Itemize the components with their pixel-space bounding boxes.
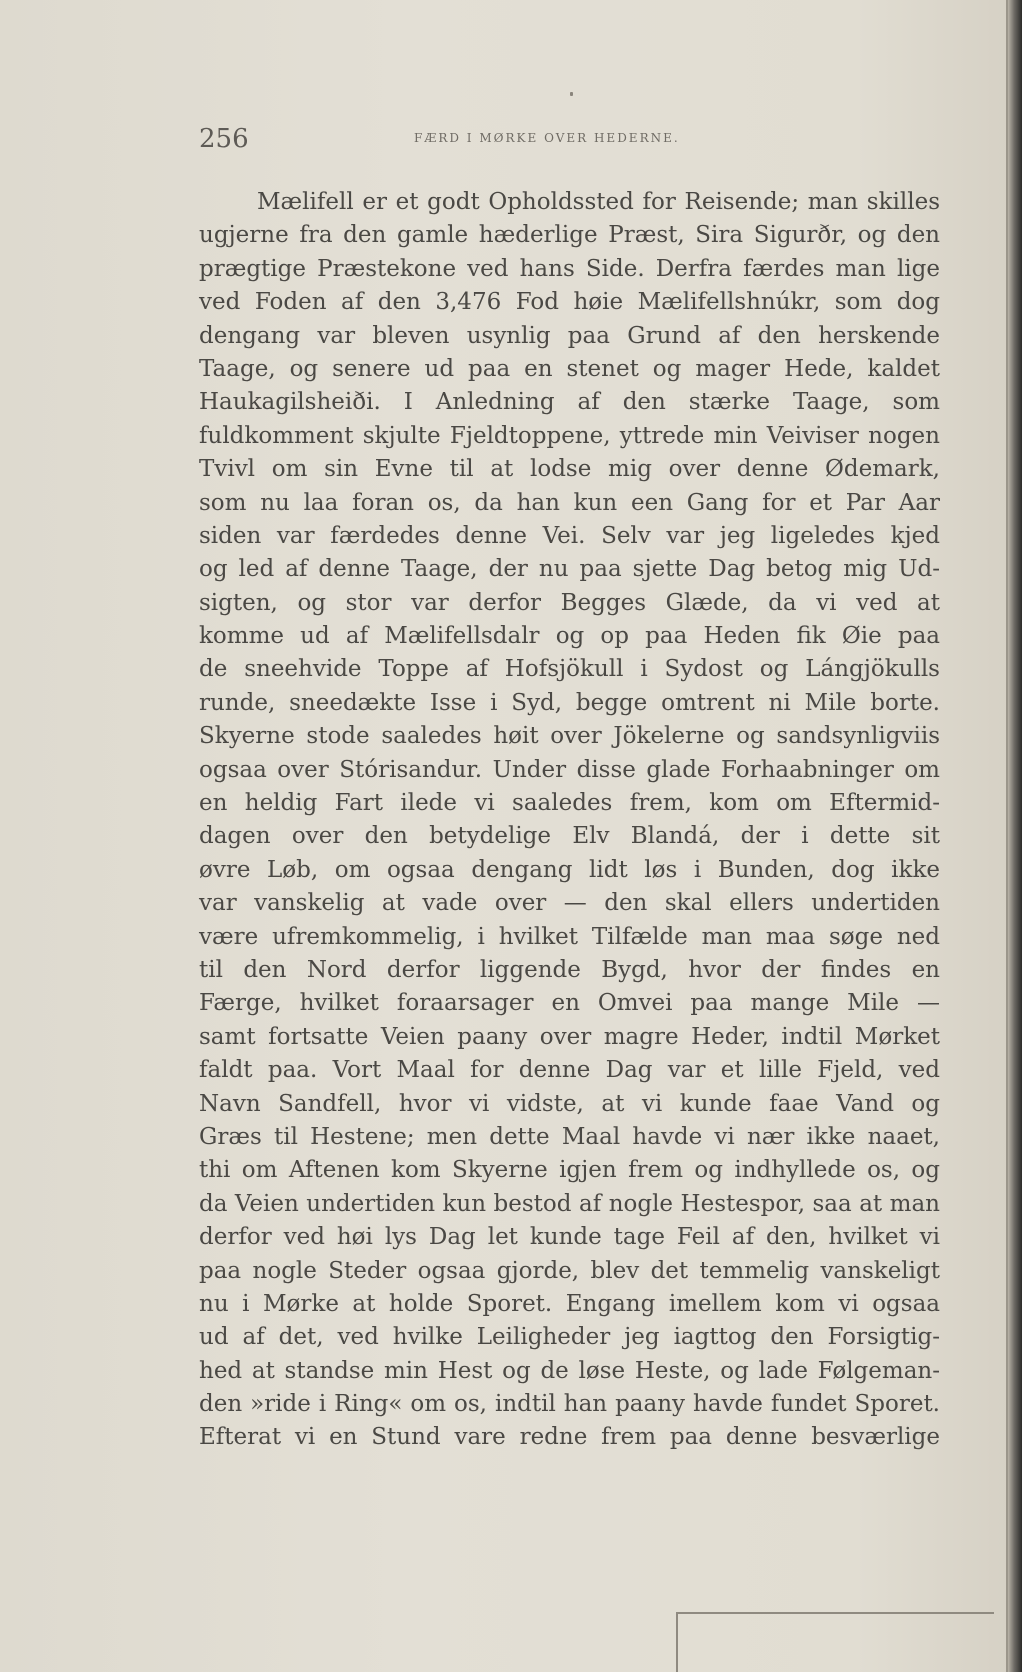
text-line: siden var færdedes denne Vei. Selv var jeg ligeledes kjed <box>199 522 940 549</box>
text-line: Taage, og senere ud paa en stenet og mager Hede, kaldet <box>199 355 940 382</box>
text-line: øvre Løb, om ogsaa dengang lidt løs i Bunden, dog ikke <box>199 856 940 883</box>
text-line: de sneehvide Toppe af Hofsjökull i Sydost og Lángjökulls <box>199 656 940 683</box>
text-line: var vanskelig at vade over — den skal ellers undertiden <box>199 890 940 917</box>
text-line: Græs til Hestene; men dette Maal havde vi nær ikke naaet, <box>199 1123 940 1150</box>
text-line: hed at standse min Hest og de løse Heste, og lade Følgeman- <box>199 1357 940 1384</box>
text-line: Mælifell er et godt Opholdssted for Reisende; man skilles <box>257 189 940 215</box>
text-line: til den Nord derfor liggende Bygd, hvor der findes en <box>199 956 940 983</box>
text-line: ved Foden af den 3,476 Fod høie Mælifellshnúkr, som dog <box>199 289 940 316</box>
text-line: da Veien undertiden kun bestod af nogle Hestespor, saa at man <box>199 1190 940 1217</box>
text-line: fuldkomment skjulte Fjeldtoppene, yttrede min Veiviser nogen <box>199 422 940 449</box>
body-text <box>199 186 940 1455</box>
text-line: samt fortsatte Veien paany over magre Heder, indtil Mørket <box>199 1023 940 1050</box>
text-line: ogsaa over Stórisandur. Under disse glade Forhaabninger om <box>199 756 940 783</box>
text-line: Skyerne stode saaledes høit over Jökelerne og sandsynligviis <box>199 723 940 750</box>
text-line: og led af denne Taage, der nu paa sjette Dag betog mig Ud- <box>199 556 940 583</box>
text-line: derfor ved høi lys Dag let kunde tage Feil af den, hvilket vi <box>199 1224 940 1251</box>
text-line: ugjerne fra den gamle hæderlige Præst, Sira Sigurðr, og den <box>199 222 940 249</box>
text-line: en heldig Fart ilede vi saaledes frem, kom om Eftermid- <box>199 790 940 817</box>
text-line: faldt paa. Vort Maal for denne Dag var et lille Fjeld, ved <box>199 1057 940 1084</box>
text-line: Tvivl om sin Evne til at lodse mig over denne Ødemark, <box>199 456 940 483</box>
ink-speck <box>570 92 573 96</box>
running-head: FÆRD I MØRKE OVER HEDERNE. <box>414 131 680 145</box>
text-line: runde, sneedækte Isse i Syd, begge omtrent ni Mile borte. <box>199 689 940 716</box>
text-line: Efterat vi en Stund vare redne frem paa denne besværlige <box>199 1424 940 1451</box>
text-line: den »ride i Ring« om os, indtil han paany havde fundet Sporet. <box>199 1391 940 1418</box>
text-line: være ufremkommelig, i hvilket Tilfælde man maa søge ned <box>199 923 940 950</box>
text-line: thi om Aftenen kom Skyerne igjen frem og indhyllede os, og <box>199 1157 940 1184</box>
scan-frame-line <box>676 1612 678 1672</box>
text-line: Navn Sandfell, hvor vi vidste, at vi kunde faae Vand og <box>199 1090 940 1117</box>
text-line: Færge, hvilket foraarsager en Omvei paa mange Mile — <box>199 990 940 1017</box>
scan-frame-line <box>676 1612 994 1614</box>
text-line: som nu laa foran os, da han kun een Gang for et Par Aar <box>199 489 940 516</box>
page-number: 256 <box>199 124 249 154</box>
text-line: Haukagilsheiði. I Anledning af den stærke Taage, som <box>199 389 940 416</box>
text-line: prægtige Præstekone ved hans Side. Derfra færdes man lige <box>199 255 940 282</box>
text-line: komme ud af Mælifellsdalr og op paa Heden fik Øie paa <box>199 623 940 650</box>
page-edge-shadow <box>1008 0 1022 1672</box>
text-line: ud af det, ved hvilke Leiligheder jeg iagttog den Forsigtig- <box>199 1324 940 1351</box>
text-line: dengang var bleven usynlig paa Grund af den herskende <box>199 322 940 349</box>
text-line: nu i Mørke at holde Sporet. Engang imellem kom vi ogsaa <box>199 1290 940 1317</box>
text-line: sigten, og stor var derfor Begges Glæde, da vi ved at <box>199 589 940 616</box>
text-line: dagen over den betydelige Elv Blandá, der i dette sit <box>199 823 940 850</box>
text-line: paa nogle Steder ogsaa gjorde, blev det temmelig vanskeligt <box>199 1257 940 1284</box>
